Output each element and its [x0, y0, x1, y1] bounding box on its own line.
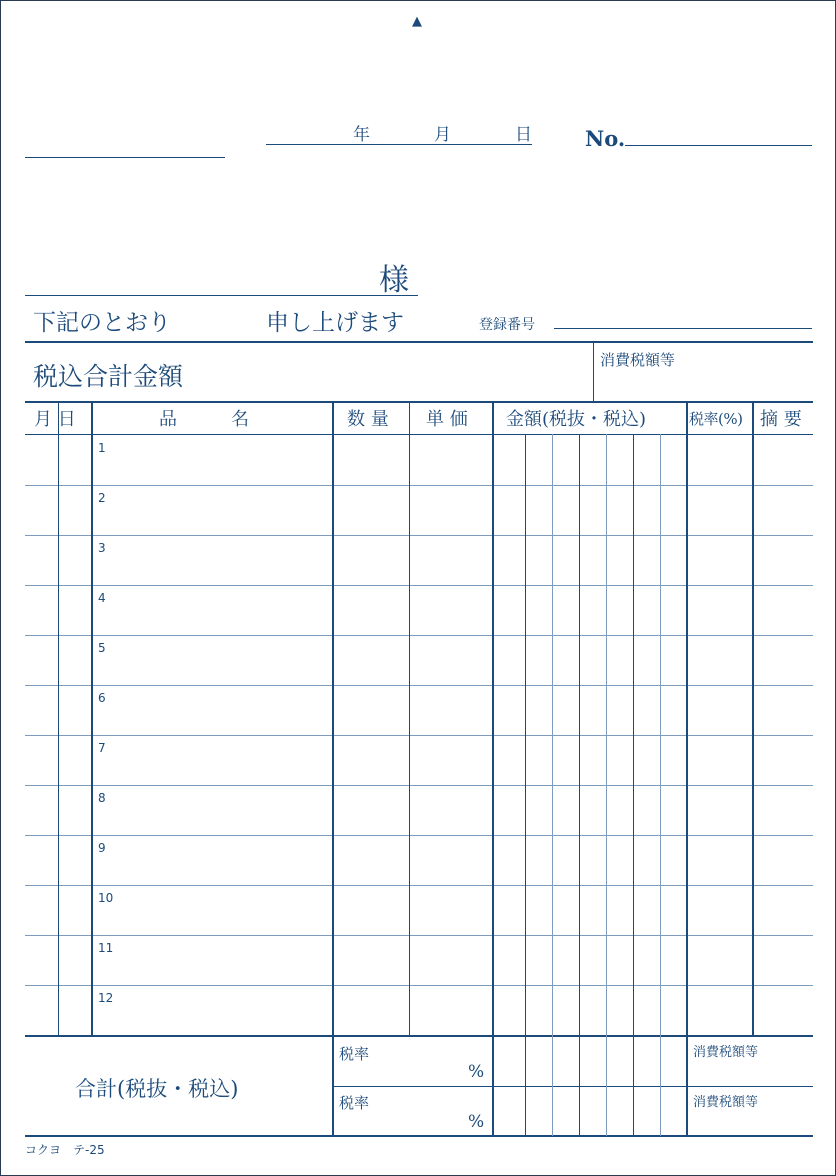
- col-price-left: [409, 402, 410, 1035]
- row-number: 12: [98, 991, 114, 1005]
- phrase-right: 申し上げます: [266, 310, 404, 336]
- amount-digit-line: [633, 434, 634, 1136]
- top-marker-icon: ▲: [412, 14, 422, 29]
- footer-middle-line: [332, 1086, 813, 1087]
- table-bottom: [25, 1035, 813, 1037]
- amount-digit-line: [579, 434, 580, 1136]
- row-number: 4: [98, 591, 106, 605]
- total-amount-label: 税込合計金額: [33, 362, 184, 391]
- honorific-label: 様: [379, 263, 409, 298]
- col-month-day-divider: [58, 402, 59, 1035]
- col-remarks-left: [752, 402, 754, 1035]
- header-unit-price: 単 価: [426, 409, 468, 430]
- amount-digit-line: [525, 434, 526, 1136]
- row-line: [25, 585, 813, 586]
- row-number: 5: [98, 641, 106, 655]
- header-month-day: 月 日: [34, 409, 76, 430]
- row-line: [25, 485, 813, 486]
- row-line: [25, 785, 813, 786]
- row-number: 11: [98, 941, 114, 955]
- date-year-label: 年: [353, 125, 370, 145]
- row-line: [25, 635, 813, 636]
- row-line: [25, 985, 813, 986]
- number-label: No.: [585, 126, 626, 151]
- footer-percent-1: %: [468, 1062, 485, 1082]
- header-quantity: 数 量: [347, 409, 389, 430]
- row-number: 1: [98, 441, 106, 455]
- col-amount-left: [492, 402, 494, 1136]
- header-amount: 金額(税抜・税込): [506, 409, 647, 430]
- row-line: [25, 885, 813, 886]
- footer-total-label: 合計(税抜・税込): [75, 1077, 239, 1101]
- row-line: [25, 835, 813, 836]
- footer-percent-2: %: [468, 1112, 485, 1132]
- header-remarks: 摘 要: [760, 409, 802, 430]
- amount-digit-line: [660, 434, 661, 1136]
- header-item-name: 品 名: [159, 409, 249, 430]
- total-tax-label: 消費税額等: [600, 351, 676, 369]
- col-item-left: [91, 402, 93, 1035]
- header-tax-rate: 税率(%): [689, 410, 743, 428]
- row-line: [25, 685, 813, 686]
- row-line: [25, 735, 813, 736]
- row-line: [25, 535, 813, 536]
- registration-underline[interactable]: [554, 328, 812, 329]
- total-box-top: [25, 341, 813, 343]
- recipient-underline[interactable]: [25, 295, 418, 296]
- date-underline: [266, 144, 532, 145]
- col-qty-left: [332, 402, 334, 1136]
- number-underline[interactable]: [625, 145, 812, 146]
- left-blank-line: [25, 157, 225, 158]
- footer-tax-label-1: 消費税額等: [693, 1045, 759, 1060]
- header-bottom: [25, 434, 813, 435]
- row-line: [25, 935, 813, 936]
- amount-digit-line: [552, 434, 553, 1136]
- date-day-label: 日: [515, 125, 532, 145]
- row-number: 7: [98, 741, 106, 755]
- footer-tax-label-2: 消費税額等: [693, 1095, 759, 1110]
- footer-rate-label-1: 税率: [339, 1045, 370, 1063]
- row-number: 8: [98, 791, 106, 805]
- registration-label: 登録番号: [479, 317, 535, 333]
- footer-rate-label-2: 税率: [339, 1094, 370, 1112]
- col-taxrate-left: [686, 402, 688, 1136]
- total-box-divider: [593, 342, 594, 401]
- phrase-left: 下記のとおり: [33, 310, 171, 336]
- date-month-label: 月: [434, 125, 451, 145]
- product-code: コクヨ テ-25: [25, 1143, 105, 1157]
- footer-bottom: [25, 1135, 813, 1137]
- row-number: 6: [98, 691, 106, 705]
- table-top: [25, 401, 813, 403]
- row-number: 10: [98, 891, 114, 905]
- row-number: 3: [98, 541, 106, 555]
- row-number: 2: [98, 491, 106, 505]
- amount-digit-line: [606, 434, 607, 1136]
- row-number: 9: [98, 841, 106, 855]
